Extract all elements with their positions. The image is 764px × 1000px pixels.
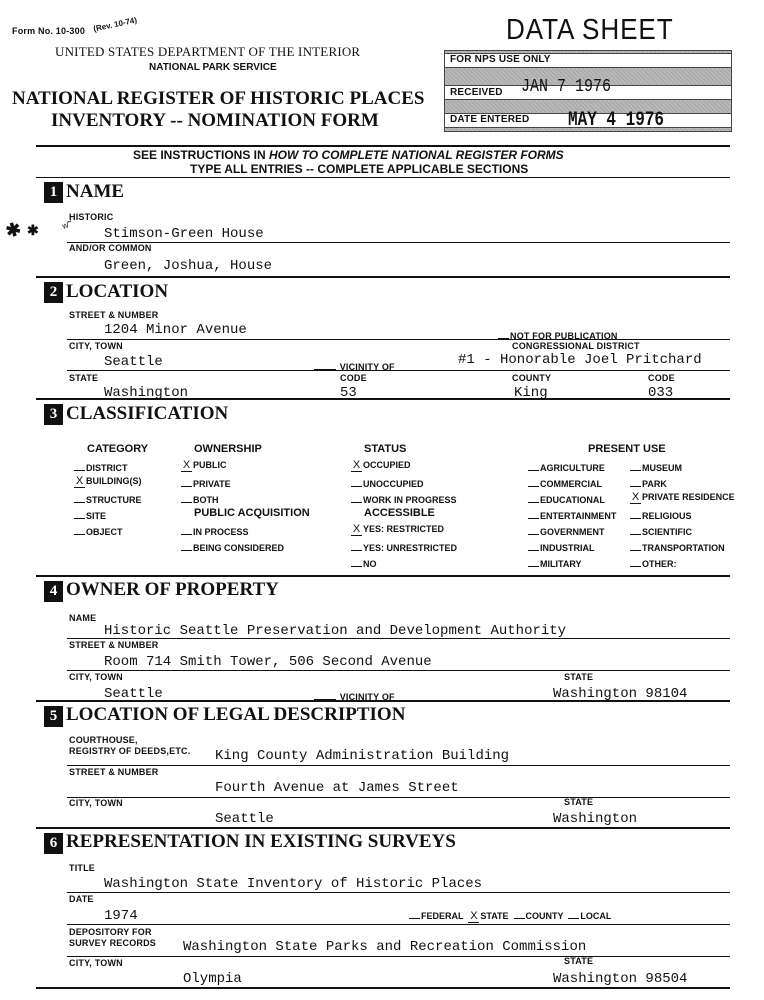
- not-for-publication-blank: [498, 328, 509, 339]
- use1-checkbox: [528, 508, 539, 519]
- access-checkbox: [351, 540, 362, 551]
- owner-street-label: STREET & NUMBER: [69, 640, 159, 650]
- section-5-number: 5: [44, 706, 63, 727]
- state-code-value: 53: [340, 385, 357, 401]
- use2-option-label: MUSEUM: [642, 463, 682, 473]
- section-4-number: 4: [44, 581, 63, 602]
- county-level-label: COUNTY: [525, 911, 564, 921]
- category-option-label: DISTRICT: [86, 463, 128, 473]
- survey-title-value: Washington State Inventory of Historic Places: [104, 876, 483, 892]
- acquisition-option: [181, 540, 284, 553]
- category-option: [74, 492, 142, 505]
- acquisition-option-label: BEING CONSIDERED: [193, 543, 285, 553]
- present-use-heading: PRESENT USE: [588, 443, 666, 455]
- instructions-prefix: SEE INSTRUCTIONS IN: [133, 148, 270, 162]
- use2-option-label: RELIGIOUS: [642, 511, 692, 521]
- section-6-title: REPRESENTATION IN EXISTING SURVEYS: [66, 831, 456, 852]
- courthouse-label-line2: REGISTRY OF DEEDS,ETC.: [69, 746, 191, 756]
- use1-option-label: EDUCATIONAL: [540, 495, 605, 505]
- use1-option: [528, 540, 595, 553]
- ownership-option-label: PUBLIC: [193, 460, 227, 470]
- category-heading: CATEGORY: [87, 443, 149, 455]
- form-number: Form No. 10-300: [12, 26, 86, 36]
- use1-option: [528, 476, 602, 489]
- survey-state-label: STATE: [564, 956, 594, 966]
- section-1-number: 1: [44, 182, 63, 203]
- legal-street-label: STREET & NUMBER: [69, 767, 159, 777]
- owner-vicinity-label: VICINITY OF: [339, 692, 395, 702]
- use2-checkbox: [630, 524, 641, 535]
- status-checkbox: X: [352, 459, 361, 471]
- use2-option: [630, 556, 677, 569]
- category-checkbox: [74, 492, 85, 503]
- historic-name-value: Stimson-Green House: [104, 226, 264, 242]
- local-checkbox: [568, 908, 579, 919]
- margin-star-icon: ✱: [27, 222, 39, 238]
- header-divider: [36, 145, 730, 147]
- location-street-value: 1204 Minor Avenue: [104, 322, 247, 338]
- use1-checkbox: [528, 476, 539, 487]
- use1-checkbox: [528, 540, 539, 551]
- section-2-title: LOCATION: [66, 281, 169, 302]
- use2-checkbox: [630, 476, 641, 487]
- section-2-number: 2: [44, 282, 63, 303]
- category-option: [74, 524, 123, 537]
- use2-checkbox: [630, 556, 641, 567]
- owner-state-value: Washington 98104: [553, 686, 688, 702]
- depository-value: Washington State Parks and Recreation Commission: [183, 939, 587, 955]
- ownership-option-label: PRIVATE: [193, 479, 231, 489]
- category-checkbox: [74, 524, 85, 535]
- service-name: NATIONAL PARK SERVICE: [149, 62, 277, 73]
- county-checkbox: [514, 908, 525, 919]
- state-code-label: CODE: [340, 373, 367, 383]
- survey-city-value: Olympia: [183, 971, 242, 987]
- use2-option: [630, 492, 735, 504]
- use2-option-label: OTHER:: [642, 559, 677, 569]
- category-option: [74, 460, 128, 473]
- use2-checkbox: [630, 460, 641, 471]
- access-option: [351, 524, 444, 536]
- use1-option-label: COMMERCIAL: [540, 479, 602, 489]
- ownership-checkbox: [181, 476, 192, 487]
- ownership-option-label: BOTH: [193, 495, 219, 505]
- category-option-label: STRUCTURE: [86, 495, 142, 505]
- ownership-option: [181, 492, 219, 505]
- form-title-line2: INVENTORY -- NOMINATION FORM: [51, 110, 379, 131]
- survey-title-line: [67, 892, 730, 893]
- location-state-value: Washington: [104, 385, 189, 401]
- county-label: COUNTY: [512, 373, 552, 383]
- access-option-label: YES: RESTRICTED: [363, 524, 445, 534]
- courthouse-line: [67, 765, 730, 766]
- legal-state-label: STATE: [564, 797, 594, 807]
- location-street-label: STREET & NUMBER: [69, 310, 159, 320]
- section-2-divider: [36, 398, 730, 400]
- form-revision: (Rev. 10-74): [92, 15, 138, 34]
- instructions-line2: TYPE ALL ENTRIES -- COMPLETE APPLICABLE SECTIONS: [190, 162, 529, 176]
- section-5-title: LOCATION OF LEGAL DESCRIPTION: [66, 704, 406, 725]
- access-checkbox: [351, 556, 362, 567]
- federal-label: FEDERAL: [421, 911, 464, 921]
- owner-street-value: Room 714 Smith Tower, 506 Second Avenue: [104, 654, 432, 670]
- location-state-label: STATE: [69, 373, 99, 383]
- status-option: [351, 476, 424, 489]
- section-5-divider: [36, 827, 730, 829]
- use1-checkbox: [528, 556, 539, 567]
- not-for-publication-label: NOT FOR PUBLICATION: [510, 331, 618, 341]
- survey-date-line: [67, 924, 730, 925]
- department-name: UNITED STATES DEPARTMENT OF THE INTERIOR: [55, 44, 361, 59]
- status-option-label: OCCUPIED: [363, 460, 411, 470]
- owner-city-label: CITY, TOWN: [69, 672, 123, 682]
- use2-option-label: PRIVATE RESIDENCE: [642, 492, 735, 502]
- status-option-label: UNOCCUPIED: [363, 479, 424, 489]
- survey-state-value: Washington 98504: [553, 971, 688, 987]
- owner-name-value: Historic Seattle Preservation and Development Authority: [104, 623, 567, 639]
- use1-option: [528, 460, 605, 473]
- access-checkbox: X: [352, 523, 361, 535]
- owner-state-label: STATE: [564, 672, 594, 682]
- use1-option: [528, 556, 582, 569]
- local-level-label: LOCAL: [580, 911, 612, 921]
- ownership-checkbox: X: [182, 459, 191, 471]
- survey-date-label: DATE: [69, 894, 94, 904]
- received-date: JAN 7 1976: [521, 75, 612, 97]
- use1-option-label: AGRICULTURE: [540, 463, 605, 473]
- congressional-district-label: CONGRESSIONAL DISTRICT: [512, 341, 640, 351]
- status-heading: STATUS: [364, 443, 407, 455]
- acquisition-checkbox: [181, 540, 192, 551]
- section-1-title: NAME: [66, 181, 125, 202]
- instructions-line1: [133, 148, 564, 162]
- use1-checkbox: [528, 460, 539, 471]
- acquisition-checkbox: [181, 524, 192, 535]
- use2-checkbox: X: [631, 491, 640, 503]
- category-checkbox: [74, 460, 85, 471]
- common-name-value: Green, Joshua, House: [104, 258, 273, 274]
- status-option: [351, 492, 457, 505]
- section-6-number: 6: [44, 833, 63, 854]
- location-city-line: [67, 370, 730, 371]
- survey-date-value: 1974: [104, 908, 138, 924]
- margin-asterisk-mark: ✱: [3, 218, 24, 242]
- section-3-divider: [36, 575, 730, 577]
- category-option: [74, 508, 106, 521]
- access-option: [351, 556, 377, 569]
- use1-option: [528, 492, 605, 505]
- location-vicinity-label: VICINITY OF: [339, 362, 395, 372]
- status-option: [351, 460, 411, 472]
- use2-checkbox: [630, 508, 641, 519]
- use2-option-label: PARK: [642, 479, 667, 489]
- location-city-label: CITY, TOWN: [69, 341, 123, 351]
- legal-state-value: Washington: [553, 811, 638, 827]
- use2-option: [630, 540, 725, 553]
- nps-use-only-label: FOR NPS USE ONLY: [450, 54, 551, 65]
- county-code-label: CODE: [648, 373, 675, 383]
- legal-city-label: CITY, TOWN: [69, 798, 123, 808]
- depository-label-line1: DEPOSITORY FOR: [69, 927, 152, 937]
- historic-label: HISTORIC: [69, 212, 114, 222]
- use2-option: [630, 524, 692, 537]
- historic-line: [67, 242, 730, 243]
- acquisition-option: [181, 524, 249, 537]
- form-title-line1: NATIONAL REGISTER OF HISTORIC PLACES: [12, 88, 425, 109]
- instructions-divider: [36, 177, 730, 178]
- ownership-option: [181, 476, 231, 489]
- section-3-number: 3: [44, 404, 63, 425]
- use1-checkbox: [528, 492, 539, 503]
- use1-option-label: ENTERTAINMENT: [540, 511, 617, 521]
- use1-option: [528, 524, 605, 537]
- section-3-title: CLASSIFICATION: [66, 403, 229, 424]
- county-value: King: [514, 385, 548, 401]
- use1-option: [528, 508, 616, 521]
- congressional-district-value: #1 - Honorable Joel Pritchard: [458, 352, 702, 368]
- handwritten-scribble-icon: ʷ̃: [60, 219, 72, 235]
- nps-use-box: [444, 50, 732, 132]
- legal-street-value: Fourth Avenue at James Street: [215, 780, 459, 796]
- location-vicinity-blank: [314, 359, 336, 370]
- status-option-label: WORK IN PROGRESS: [363, 495, 457, 505]
- owner-street-line: [67, 670, 730, 671]
- use2-option: [630, 476, 667, 489]
- category-option: [74, 476, 142, 488]
- legal-city-value: Seattle: [215, 811, 274, 827]
- survey-city-label: CITY, TOWN: [69, 958, 123, 968]
- use2-option-label: TRANSPORTATION: [642, 543, 725, 553]
- courthouse-value: King County Administration Building: [215, 748, 510, 764]
- section-6-divider: [36, 987, 730, 989]
- category-option-label: BUILDING(S): [86, 476, 142, 486]
- public-acquisition-heading: PUBLIC ACQUISITION: [194, 507, 310, 519]
- category-checkbox: [74, 508, 85, 519]
- use1-option-label: INDUSTRIAL: [540, 543, 595, 553]
- owner-name-line: [67, 638, 730, 639]
- survey-level-options: [409, 908, 611, 923]
- instructions-reference: HOW TO COMPLETE NATIONAL REGISTER FORMS: [269, 148, 564, 162]
- owner-city-value: Seattle: [104, 686, 163, 702]
- accessible-heading: ACCESSIBLE: [364, 507, 435, 519]
- owner-vicinity-blank: [314, 689, 336, 700]
- category-option-label: SITE: [86, 511, 107, 521]
- use1-option-label: MILITARY: [540, 559, 582, 569]
- status-checkbox: [351, 492, 362, 503]
- category-checkbox: X: [75, 475, 84, 487]
- state-checkbox: X: [470, 910, 478, 922]
- acquisition-option-label: IN PROCESS: [193, 527, 249, 537]
- use2-option: [630, 508, 692, 521]
- legal-street-line: [67, 797, 730, 798]
- location-city-value: Seattle: [104, 354, 163, 370]
- ownership-option: [181, 460, 227, 472]
- courthouse-label-line1: COURTHOUSE,: [69, 735, 138, 745]
- ownership-checkbox: [181, 492, 192, 503]
- access-option-label: NO: [363, 559, 377, 569]
- data-sheet-title: DATA SHEET: [506, 14, 674, 46]
- use2-option: [630, 460, 682, 473]
- section-4-title: OWNER OF PROPERTY: [66, 579, 279, 600]
- received-label: RECEIVED: [450, 87, 503, 98]
- date-entered-value: MAY 4 1976: [568, 108, 665, 131]
- use2-checkbox: [630, 540, 641, 551]
- survey-title-label: TITLE: [69, 863, 95, 873]
- federal-checkbox: [409, 908, 420, 919]
- access-option: [351, 540, 457, 553]
- owner-name-label: NAME: [69, 613, 97, 623]
- date-entered-label: DATE ENTERED: [450, 114, 530, 125]
- location-street-line: [67, 339, 730, 340]
- access-option-label: YES: UNRESTRICTED: [363, 543, 458, 553]
- use2-option-label: SCIENTIFIC: [642, 527, 693, 537]
- section-1-divider: [36, 276, 730, 278]
- section-4-divider: [36, 700, 730, 702]
- use1-option-label: GOVERNMENT: [540, 527, 605, 537]
- ownership-heading: OWNERSHIP: [194, 443, 262, 455]
- county-code-value: 033: [648, 385, 674, 401]
- depository-line: [67, 956, 730, 957]
- common-name-label: AND/OR COMMON: [69, 243, 152, 253]
- use1-checkbox: [528, 524, 539, 535]
- category-option-label: OBJECT: [86, 527, 123, 537]
- depository-label-line2: SURVEY RECORDS: [69, 938, 156, 948]
- status-checkbox: [351, 476, 362, 487]
- state-level-label: STATE: [480, 911, 509, 921]
